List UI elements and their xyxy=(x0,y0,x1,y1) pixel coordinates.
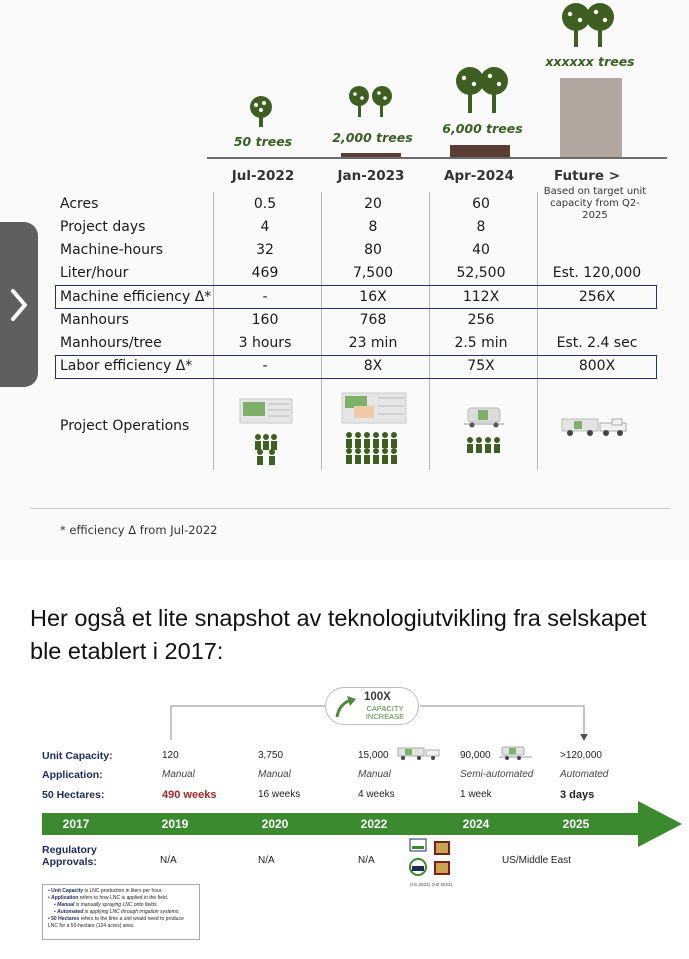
legend-line: • Manual is manually spraying LNC onto fields. xyxy=(54,902,159,908)
hectares-value: 4 weeks xyxy=(358,789,395,800)
certification-date: (H1 2023) xyxy=(410,882,431,887)
legend-line: • 50 Hectares refers to the time a unit would need to produce LNC for a 50-hectare (124 acres) area. xyxy=(48,916,184,929)
unit-trailer-icon xyxy=(498,745,534,761)
unit-capacity-value: 120 xyxy=(162,750,179,761)
application-value: Semi-automated xyxy=(460,769,534,780)
tree-count-label: 2,000 trees xyxy=(332,130,413,145)
capacity-multiplier: 100X xyxy=(364,691,391,703)
legend-line: • Application refers to how LNC is applied in the field. xyxy=(48,895,169,901)
table-cell: 75X xyxy=(467,358,495,374)
unit-capacity-value: 90,000 xyxy=(460,750,491,761)
regulatory-value: N/A xyxy=(160,855,177,866)
operations-illustration xyxy=(340,390,408,466)
table-cell: 8 xyxy=(476,219,486,235)
legend-line: • Unit Capacity is LNC production in liters per hour. xyxy=(48,888,163,894)
application-value: Manual xyxy=(358,769,391,780)
table-cell: 2.5 min xyxy=(454,335,508,351)
table-cell: 4 xyxy=(260,219,270,235)
unit-capacity-value: 15,000 xyxy=(358,750,389,761)
legend-term: Manual xyxy=(57,902,75,908)
table-cell: 32 xyxy=(256,242,274,258)
regulatory-value: US/Middle East xyxy=(502,855,571,866)
legend-text: is applying LNC through irrigation systems. xyxy=(84,909,180,915)
regulatory-value: N/A xyxy=(258,855,275,866)
certification-logos xyxy=(408,837,458,883)
table-cell: Est. 2.4 sec xyxy=(556,335,638,351)
table-cell: 160 xyxy=(251,312,279,328)
row-label: Liter/hour xyxy=(60,265,129,281)
regulatory-value: N/A xyxy=(358,855,375,866)
table-cell: 16X xyxy=(359,289,387,305)
table-cell: 7,500 xyxy=(352,265,394,281)
row-label: Labor efficiency Δ* xyxy=(60,358,193,374)
row-label: Project Operations xyxy=(60,418,190,434)
table-cell: - xyxy=(262,289,268,305)
table-cell: 8X xyxy=(363,358,383,374)
legend-line: • Automated is applying LNC through irrigation systems. xyxy=(54,909,180,915)
footnote: * efficiency Δ from Jul-2022 xyxy=(60,523,218,537)
chart-baseline xyxy=(207,157,667,159)
table-cell: 8 xyxy=(368,219,378,235)
unit-capacity-value: >120,000 xyxy=(560,750,602,761)
tree-count-label: xxxxxx trees xyxy=(545,54,635,69)
unit-capacity-label: Unit Capacity: xyxy=(42,750,113,762)
table-cell: 256X xyxy=(578,289,616,305)
hectares-value: 490 weeks xyxy=(162,789,217,801)
table-cell: - xyxy=(262,358,268,374)
row-label: Manhours xyxy=(60,312,129,328)
column-divider xyxy=(537,192,538,470)
capacity-bar xyxy=(560,78,622,157)
tree-count-label: 50 trees xyxy=(233,134,293,149)
table-cell: 469 xyxy=(251,265,279,281)
divider xyxy=(30,508,670,509)
timeline-year: 2017 xyxy=(62,817,90,831)
legend-text: is LNC production in liters per hour. xyxy=(84,888,163,894)
hectares-value: 16 weeks xyxy=(258,789,301,800)
timeline-year: 2024 xyxy=(462,817,490,831)
legend-term: Application xyxy=(51,895,79,901)
application-label: Application: xyxy=(42,769,103,781)
growth-arrow-icon xyxy=(334,694,358,720)
application-value: Manual xyxy=(162,769,195,780)
timeline-year: 2022 xyxy=(360,817,388,831)
tree-icon xyxy=(454,66,512,114)
table-cell: 3 hours xyxy=(238,335,292,351)
table-cell: Est. 120,000 xyxy=(552,265,642,281)
legend-box xyxy=(42,884,200,940)
hectares-value: 3 days xyxy=(560,789,595,801)
timeline-year: 2019 xyxy=(161,817,189,831)
table-cell: 20 xyxy=(364,196,382,212)
table-cell: 52,500 xyxy=(456,265,506,281)
table-cell: 768 xyxy=(359,312,387,328)
hectares-value: 1 week xyxy=(460,789,492,800)
column-header: Jan-2023 xyxy=(337,168,405,184)
chevron-right-icon xyxy=(8,288,30,322)
tree-count-label: 6,000 trees xyxy=(442,121,523,136)
legend-term: 50 Hectares xyxy=(51,916,80,922)
tree-icon xyxy=(560,2,618,48)
unit-capacity-value: 3,750 xyxy=(258,750,284,761)
certification-date: (H2 2023) xyxy=(432,882,453,887)
future-note: Based on target unit capacity from Q2-2025 xyxy=(543,186,647,221)
tree-icon xyxy=(247,96,275,128)
column-header: Future > xyxy=(553,168,621,184)
legend-text: is manually spraying LNC onto fields. xyxy=(75,902,159,908)
legend-text: refers to the time a unit would need to produce LNC for a 50-hectare (124 acres) area. xyxy=(48,916,184,929)
timeline-year: 2020 xyxy=(261,817,289,831)
table-cell: 800X xyxy=(578,358,616,374)
unit-truck-icon xyxy=(397,745,441,761)
column-header: Apr-2024 xyxy=(444,168,514,184)
row-label: Project days xyxy=(60,219,146,235)
row-label: Machine efficiency Δ* xyxy=(60,289,212,305)
regulatory-label: Regulatory Approvals: xyxy=(42,844,97,868)
table-cell: 23 min xyxy=(348,335,398,351)
table-cell: 40 xyxy=(472,242,490,258)
application-value: Automated xyxy=(560,769,609,780)
row-label: Acres xyxy=(60,196,99,212)
table-cell: 112X xyxy=(462,289,500,305)
row-label: Machine-hours xyxy=(60,242,164,258)
hectares-label: 50 Hectares: xyxy=(42,789,105,801)
table-cell: 256 xyxy=(467,312,495,328)
legend-text: refers to how LNC is applied in the field. xyxy=(79,895,169,901)
column-header: Jul-2022 xyxy=(231,168,295,184)
application-value: Manual xyxy=(258,769,291,780)
table-cell: 0.5 xyxy=(253,196,277,212)
side-panel-tab[interactable] xyxy=(0,222,38,387)
operations-illustration xyxy=(462,404,506,458)
table-cell: 80 xyxy=(364,242,382,258)
row-label: Manhours/tree xyxy=(60,335,162,351)
truck-illustration xyxy=(560,415,630,439)
capacity-badge xyxy=(325,687,419,725)
capacity-caption: CAPACITY INCREASE xyxy=(365,704,405,721)
legend-term: Automated xyxy=(57,909,84,915)
table-cell: 60 xyxy=(472,196,490,212)
capacity-bar xyxy=(450,145,510,157)
timeline-year: 2025 xyxy=(562,817,590,831)
arrow-head-icon xyxy=(638,801,684,847)
operations-illustration xyxy=(238,396,294,466)
post-text: Her også et lite snapshot av teknologiutvikling fra selskapet ble etablert i 2017: xyxy=(30,605,647,664)
tree-icon xyxy=(347,86,395,118)
legend-term: Unit Capacity xyxy=(51,888,84,894)
